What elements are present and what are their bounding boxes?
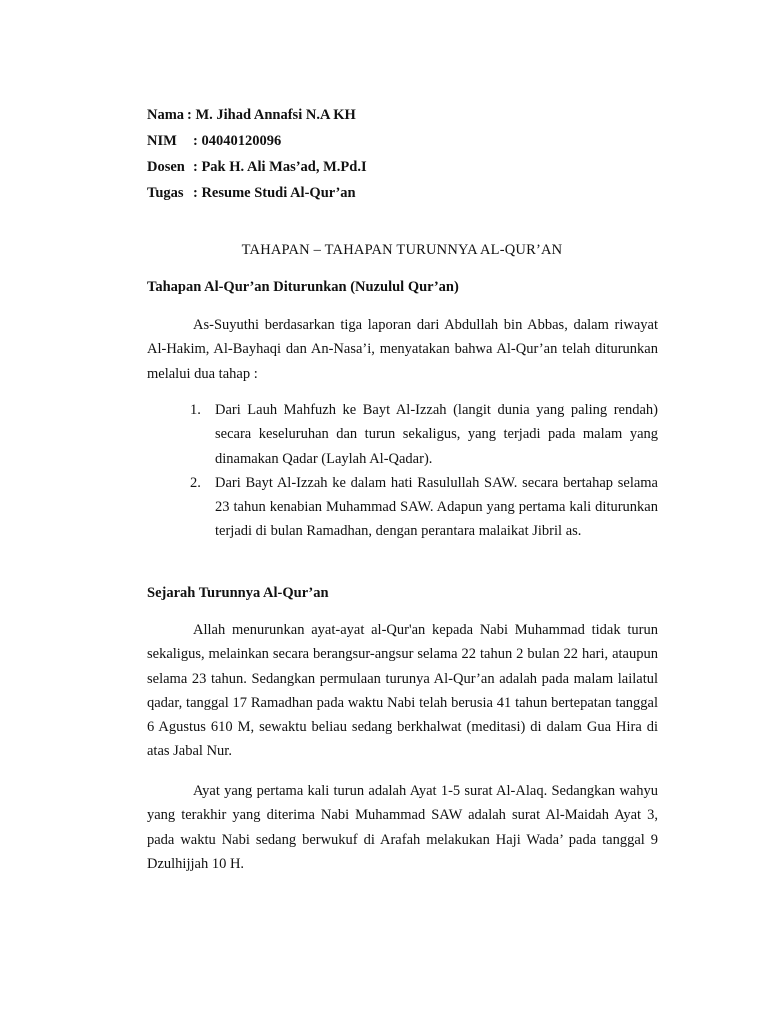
section-heading-sejarah: Sejarah Turunnya Al-Qur’an: [147, 585, 329, 601]
nim-label: NIM: [147, 133, 177, 149]
tugas-label: Tugas: [147, 185, 184, 201]
paragraph-as-suyuthi: As-Suyuthi berdasarkan tiga laporan dari Abdullah bin Abbas, dalam riwayat Al-Hakim, Al-Bayhaqi dan An-Nasa’i, menyatakan bahwa Al-Qur’an telah diturunkan melalui dua tahap :: [147, 317, 658, 382]
document-title: TAHAPAN – TAHAPAN TURUNNYA AL-QUR’AN: [241, 242, 563, 258]
tugas-value: : Resume Studi Al-Qur’an: [193, 185, 356, 201]
stages-list: [190, 398, 658, 544]
section-heading-nuzulul-quran: Tahapan Al-Qur’an Diturunkan (Nuzulul Qur’an): [147, 279, 459, 295]
list-item-text: Dari Bayt Al-Izzah ke dalam hati Rasulullah SAW. secara bertahap selama 23 tahun kenabian Muhammad SAW. Adapun yang pertama kali diturunkan terjadi di bulan Ramadhan, dengan perantara malaikat Jibril as.: [215, 474, 658, 540]
list-item-text: Dari Lauh Mahfuzh ke Bayt Al-Izzah (langit dunia yang paling rendah) secara keseluruhan dan turun sekaligus, yang terjadi pada malam yang dinamakan Qadar (Laylah Al-Qadar).: [215, 402, 658, 467]
list-item: [190, 471, 658, 544]
tugas-row: [147, 180, 667, 206]
paragraph-allah-menurunkan: Allah menurunkan ayat-ayat al-Qur'an kepada Nabi Muhammad tidak turun sekaligus, melainkan secara berangsur-angsur selama 22 tahun 2 bulan 22 hari, ataupun selama 23 tahun. Sedangkan permulaan turunya Al-Qur’an adalah pada malam lailatul qadar, tanggal 17 Ramadhan pada waktu Nabi telah berusia 41 tahun bertepatan tanggal 6 Agustus 610 M, sewaktu beliau sedang berkhalwat (meditasi) di dalam Gua Hira di atas Jabal Nur.: [147, 622, 658, 760]
list-item-number: 1.: [190, 402, 201, 418]
nama-value: : M. Jihad Annafsi N.A KH: [187, 107, 356, 123]
list-item: [190, 398, 658, 471]
nim-row: [147, 128, 667, 154]
list-item-number: 2.: [190, 474, 201, 491]
paragraph-ayat-pertama: Ayat yang pertama kali turun adalah Ayat 1-5 surat Al-Alaq. Sedangkan wahyu yang terakhir yang diterima Nabi Muhammad SAW adalah surat Al-Maidah Ayat 3, pada waktu Nabi sedang berwukuf di Arafah melakukan Haji Wada’ pada tanggal 9 Dzulhijjah 10 H.: [147, 783, 658, 872]
dosen-row: [147, 154, 667, 180]
nim-value: : 04040120096: [193, 133, 282, 149]
nama-row: [147, 102, 667, 128]
dosen-label: Dosen: [147, 159, 185, 175]
dosen-value: : Pak H. Ali Mas’ad, M.Pd.I: [193, 159, 367, 175]
student-info-block: [147, 102, 667, 206]
nama-label: Nama: [147, 107, 185, 123]
